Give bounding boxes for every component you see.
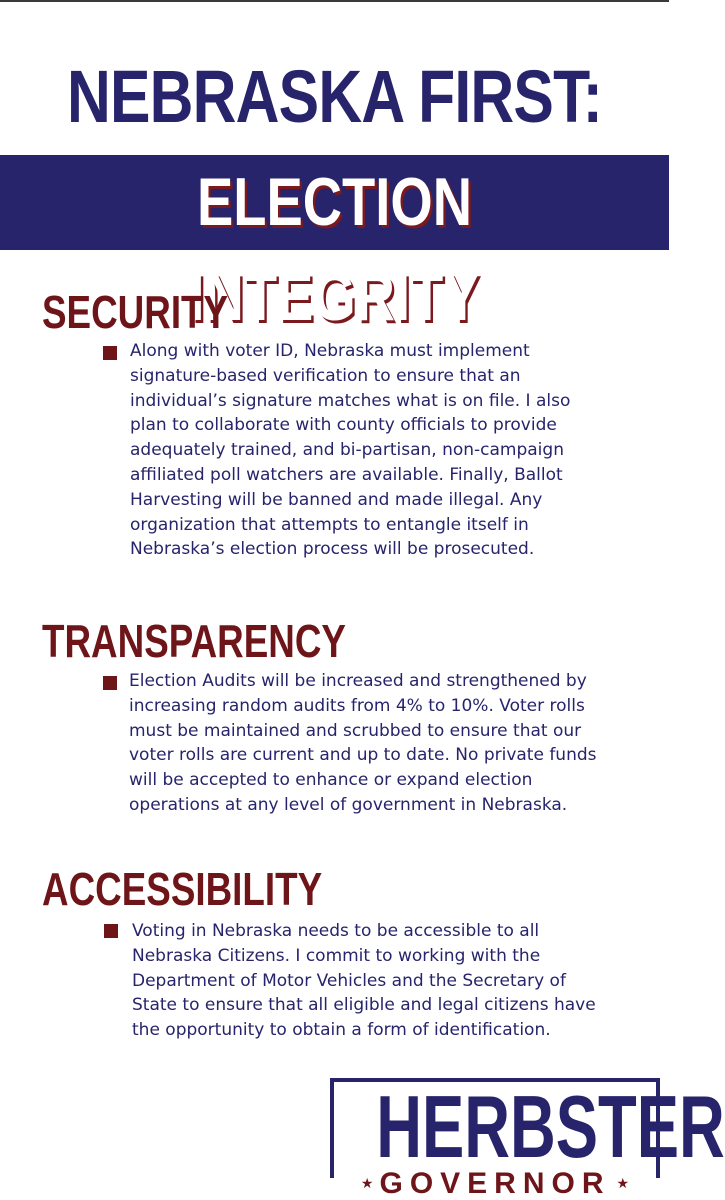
logo-name: HERBSTER bbox=[376, 1077, 725, 1176]
logo-subtitle: GOVERNOR bbox=[379, 1167, 611, 1200]
bullet-square-icon bbox=[103, 676, 117, 690]
bullet-square-icon bbox=[104, 924, 118, 938]
bullet-square-icon bbox=[103, 346, 117, 360]
star-icon: ★ bbox=[616, 1176, 630, 1192]
star-icon: ★ bbox=[360, 1176, 374, 1192]
herbster-governor-logo bbox=[330, 1077, 725, 1200]
logo-subtitle-row bbox=[330, 1167, 660, 1200]
top-rule bbox=[0, 0, 669, 2]
section-text-security: Along with voter ID, Nebraska must implement signature-based verification to ensure that an individual’s signature matches what is on file. I also plan to collaborate with county officials to provide adequately trained, and bi-partisan, non-campaign affiliated poll watchers are available. Finally, Ballot Harvesting will be banned and made illegal. Any organization that attempts to entangle itself in Nebraska’s election process will be prosecuted. bbox=[130, 341, 571, 560]
section-text-transparency: Election Audits will be increased and strengthened by increasing random audits from 4% to 10%. Voter rolls must be maintained and scrubbed to ensure that our voter rolls are current and up to date. No private funds will be accepted to enhance or expand election operations at any level of government in Nebraska. bbox=[129, 671, 597, 815]
page-title: NEBRASKA FIRST: bbox=[67, 55, 602, 138]
section-heading-transparency: TRANSPARENCY bbox=[42, 615, 346, 667]
section-heading-security: SECURITY bbox=[42, 286, 229, 338]
page-subtitle: ELECTION INTEGRITY bbox=[189, 164, 480, 335]
section-text-accessibility: Voting in Nebraska needs to be accessible to all Nebraska Citizens. I commit to working with the Department of Motor Vehicles and the Secretary of State to ensure that all eligible and legal citizens have the opportunity to obtain a form of identification. bbox=[132, 921, 596, 1041]
section-heading-accessibility: ACCESSIBILITY bbox=[42, 863, 323, 915]
